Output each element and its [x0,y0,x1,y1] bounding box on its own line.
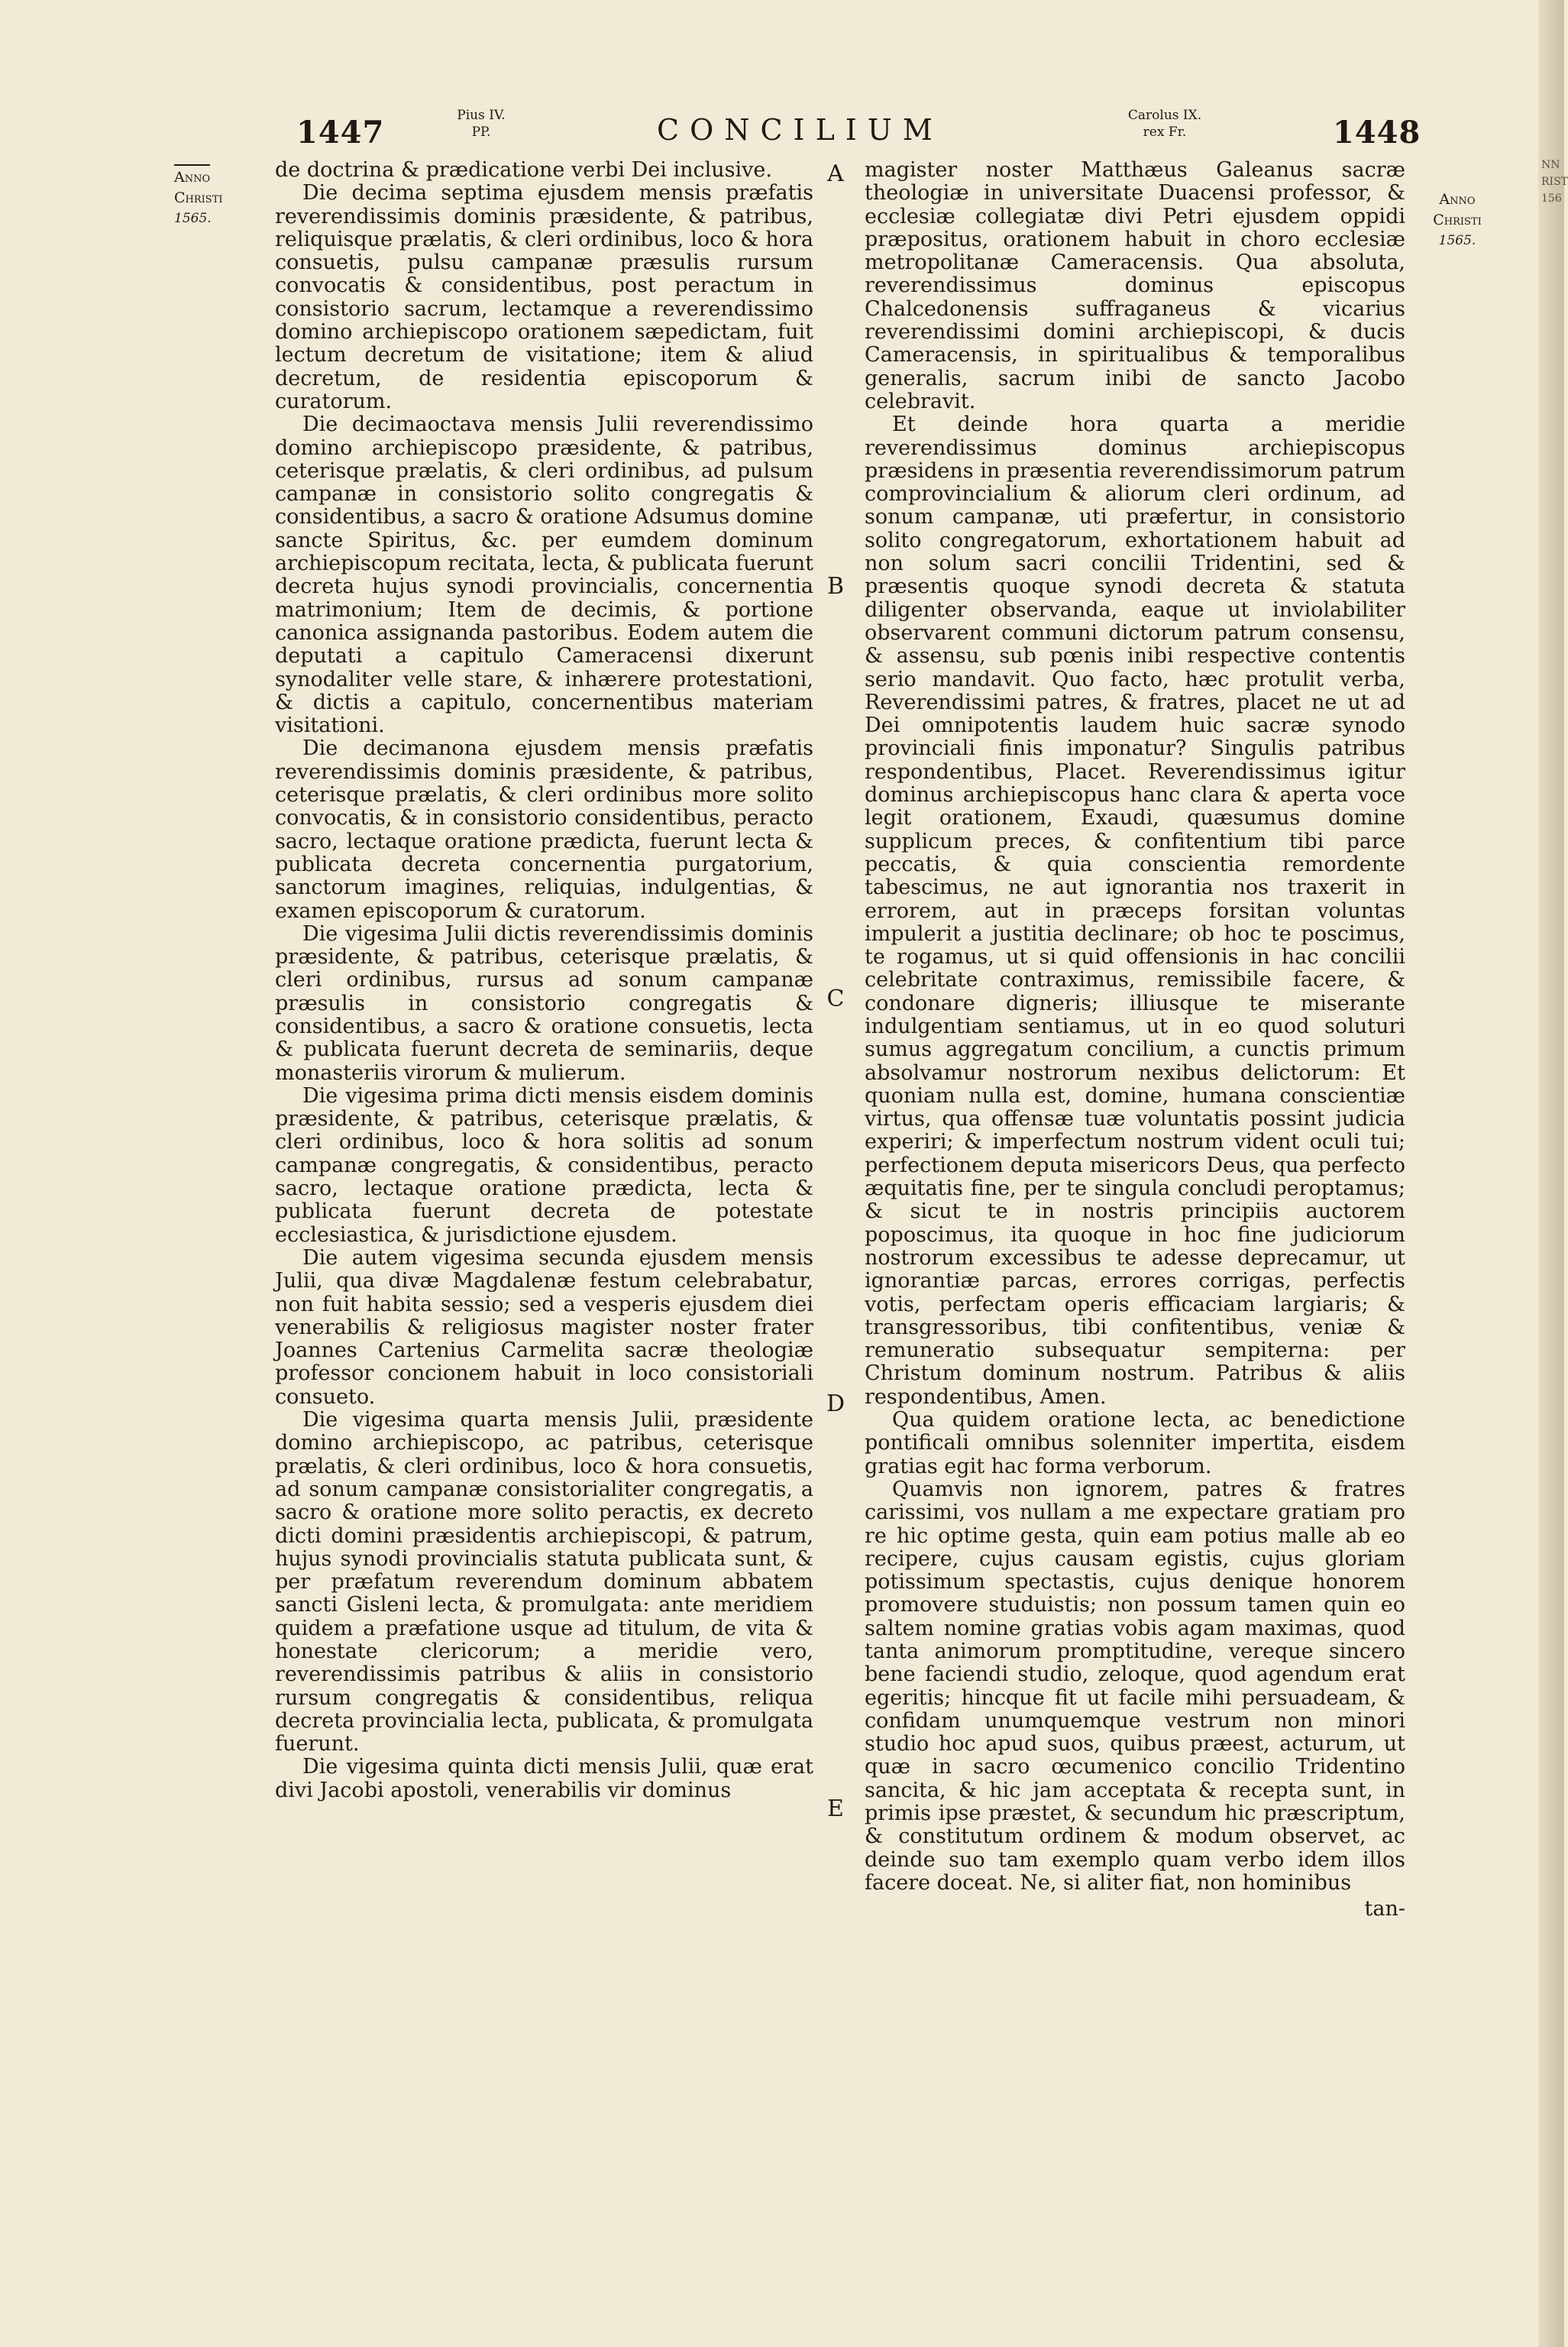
paragraph: Et deinde hora quarta a meridie reverendissimus dominus archiepiscopus præsidens in præsentia reverendissimorum patrum comprovincialium & aliorum cleri ordinum, ad sonum campanæ, uti præfertur, in consistorio solito congregatorum, exhortationem habuit ad non solum sacri concilii Tridentini, sed & præsentis quoque synodi decreta & statuta diligenter observanda, eaque ut inviolabiliter observarent communi dictorum patrum consensu, & assensu, sub pœnis inibi respective contentis serio mandavit. Quo facto, hæc protulit verba, Reverendissimi patres, & fratres, placet ne ut ad Dei omnipotentis laudem huic sacræ synodo provinciali finis imponatur? Singulis patribus respondentibus, Placet. Reverendissimus igitur dominus archiepiscopus hanc clara & aperta voce legit orationem, Exaudi, quæsumus domine supplicum preces, & confitentium tibi parce peccatis, & quia conscientia remordente tabescimus, ne aut ignorantia nos traxerit in errorem, aut in præceps forsitan voluntas impulerit a justitia declinare; ob hoc te poscimus, te rogamus, ut si quid offensionis in hac concilii celebritate contraximus, remissibile facere, & condonare digneris; illiusque te miserante indulgentiam sentiamus, ut in eo quod soluturi sumus aggregatum concilium, a cunctis primum absolvamur nostrorum nexibus delictorum: Et quoniam nulla est, domine, humana conscientiæ virtus, qua offensæ tuæ voluntatis possint judicia experiri; & imperfectum nostrum vident oculi tui; perfectionem deputa misericors Deus, qua perfecto æquitatis fine, per te singula concludi peroptamus; & sicut te in nostris principiis auctorem poposcimus, ita quoque in hoc fine judiciorum nostrorum excessibus te adesse deprecamur, ut ignorantiæ parcas, errores corrigas, perfectis votis, perfectam operis efficaciam largiaris; & transgressoribus, tibi confitentibus, veniæ & remuneratio subsequatur sempiterna: per Christum dominum nostrum. Patribus & aliis respondentibus, Amen. [865,413,1405,1409]
margin-anno-right: Anno [1439,191,1476,208]
paragraph: Die vigesima quinta dicti mensis Julii, quæ erat divi Jacobi apostoli, venerabilis vir dominus [275,1755,813,1802]
paragraph: Qua quidem oratione lecta, ac benedictione pontificali omnibus solenniter impertita, eisdem gratias egit hac forma verborum. [865,1408,1405,1478]
pope-title: PP. [471,125,491,140]
section-letter-d: D [826,1390,845,1417]
section-letter-a: A [827,160,844,187]
king-note [1111,107,1218,141]
page-number-left: 1447 [296,115,385,151]
pope-note [447,107,516,141]
page-number-right: 1448 [1333,115,1421,151]
paragraph: Die vigesima quarta mensis Julii, præsidente domino archiepiscopo, ac patribus, ceterisque prælatis, & cleri ordinibus, loco & hora consuetis, ad sonum campanæ consistorialiter congregatis, a sacro & oratione more solito peractis, ex decreto dicti domini præsidentis archiepiscopi, & patrum, hujus synodi provincialis statuta publicata sunt, & per præfatum reverendum dominum abbatem sancti Gisleni lecta, & promulgata: ante meridiem quidem a præfatione usque ad titulum, de vita & honestate clericorum; a meridie vero, reverendissimis patribus & aliis in consistorio rursum congregatis & considentibus, reliqua decreta provincialia lecta, publicata, & promulgata fuerunt. [275,1408,813,1756]
king-title: rex Fr. [1143,125,1187,140]
paragraph: Die vigesima Julii dictis reverendissimis dominis præsidente, & patribus, ceterisque prælatis, & cleri ordinibus, rursus ad sonum campanæ præsulis in consistorio congregatis & considentibus, a sacro & oratione consuetis, lecta & publicata fuerunt decreta de seminariis, deque monasteriis virorum & mulierum. [275,921,813,1085]
margin-year-left: 1565. [174,211,212,226]
margin-year-right: 1565. [1438,233,1476,248]
paragraph: de doctrina & prædicatione verbi Dei inclusive. [275,158,772,182]
margin-note-right [1419,189,1495,251]
running-title: CONCILIUM [657,113,943,147]
paragraph: Quamvis non ignorem, patres & fratres carissimi, vos nullam a me expectare gratiam pro re hic optime gesta, quin eam potius malle ab eo recipere, cujus causam egistis, cujus gloriam potissimum spectastis, cujus denique honorem promovere studuistis; non possum tamen quin eo saltem nomine gratias vobis agam maximas, quod tanta animorum promptitudine, vereque sincero bene faciendi studio, zeloque, quod agendum erat egeritis; hincque fit ut facile mihi persuadeam, & confidam unumquemque vestrum non minori studio hoc apud suos, quibus præest, acturum, ut quæ in sacro œcumenico concilio Tridentino sancita, & hic jam acceptata & recepta sunt, in primis ipse præstet, & secundum hic præscriptum, & constitutum ordinem & modum observet, ac deinde suo tam exemplo quam verbo idem illos facere doceat. Ne, si aliter fiat, non hominibus [865,1477,1405,1895]
catchword: tan- [1364,1897,1405,1921]
margin-christi-right: Christi [1433,212,1482,228]
section-letter-e: E [827,1795,844,1822]
paragraph: Die autem vigesima secunda ejusdem mensis Julii, qua divæ Magdalenæ festum celebrabatur, non fuit habita sessio; sed a vesperis ejusdem diei venerabilis & religiosus magister noster frater Joannes Cartenius Carmelita sacræ theologiæ professor concionem habuit in loco consistoriali consueto. [275,1245,813,1409]
right-column [865,159,1405,1921]
paragraph: Die decimanona ejusdem mensis præfatis reverendissimis dominis præsidente, & patribus, ceterisque prælatis, & cleri ordinibus more solito convocatis, & in consistorio considentibus, peracto sacro, lectaque oratione prædicta, fuerunt lecta & publicata decreta concernentia purgatorium, sanctorum imagines, reliquias, indulgentias, & examen episcoporum & curatorum. [275,736,813,923]
paragraph: magister noster Matthæus Galeanus sacræ theologiæ in universitate Duacensi professor, & ecclesiæ collegiatæ divi Petri ejusdem oppidi præpositus, orationem habuit in choro ecclesiæ metropolitanæ Cameracensis. Qua absoluta, reverendissimus dominus episcopus Chalcedonensis suffraganeus & vicarius reverendissimi domini archiepiscopi, & ducis Cameracensis, in spiritualibus & temporalibus generalis, sacrum inibi de sancto Jacobo celebravit. [865,158,1405,413]
king-name: Carolus IX. [1127,108,1202,123]
adjacent-page-edge [1538,0,1568,2347]
paragraph: Die decimaoctava mensis Julii reverendissimo domino archiepiscopo præsidente, & patribus, ceterisque prælatis, & cleri ordinibus, ad pulsum campanæ in consistorio solito congregatis & considentibus, a sacro & oratione Adsumus domine sancte Spiritus, &c. per eumdem dominum archiepiscopum recitata, lecta, & publicata fuerunt decreta hujus synodi provincialis, concernentia matrimonium; Item de decimis, & portione canonica assignanda pastoribus. Eodem autem die deputati a capitulo Cameracensi dixerunt synodaliter velle stare, & inhærere protestationi, & dictis a capitulo, concernentibus materiam visitationi. [275,413,813,738]
adjacent-page-fragment: NN RIST 156 [1541,159,1568,205]
pope-name: Pius IV. [457,108,506,123]
section-letter-c: C [826,986,845,1012]
paragraph: Die vigesima prima dicti mensis eisdem dominis præsidente, & patribus, ceterisque prælatis, & cleri ordinibus, loco & hora solitis ad sonum campanæ congregatis, & considentibus, peracto sacro, lectaque oratione prædicta, lecta & publicata fuerunt decreta de potestate ecclesiastica, & jurisdictione ejusdem. [275,1083,813,1247]
left-column [275,159,813,1802]
section-letter-b: B [826,573,845,600]
margin-christi-left: Christi [174,189,223,206]
margin-anno-left: Anno [174,164,210,188]
margin-note-left [174,164,273,229]
paragraph: Die decima septima ejusdem mensis præfatis reverendissimis dominis præsidente, & patribus, reliquisque prælatis, & cleri ordinibus, loco & hora consuetis, pulsu campanæ præsulis rursum convocatis & considentibus, post peractum in consistorio sacrum, lectamque a reverendissimo domino archiepiscopo orationem sæpedictam, fuit lectum decretum de visitatione; item & aliud decretum, de residentia episcoporum & curatorum. [275,181,813,413]
